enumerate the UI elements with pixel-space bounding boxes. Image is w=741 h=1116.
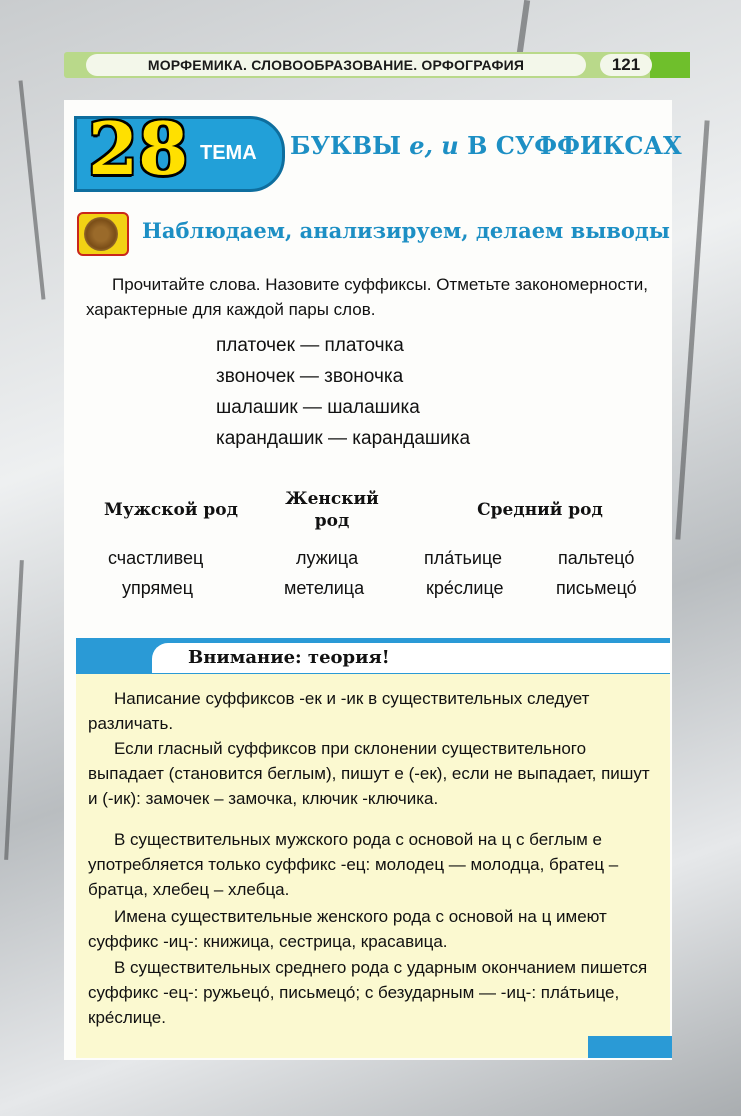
feminine-heading: Женский род: [285, 489, 379, 531]
bottom-tab: [588, 1036, 672, 1058]
theory-title: Внимание: теория!: [188, 647, 390, 668]
masculine-heading: Мужской род: [104, 500, 238, 520]
background-branch: [4, 560, 24, 860]
observation-icon: [77, 212, 129, 256]
background-branch: [675, 120, 709, 539]
topic-number: 28: [88, 106, 189, 191]
neuter-heading: Средний род: [477, 500, 603, 520]
word-item: письмецо́: [556, 578, 637, 598]
word-item: лужица: [296, 548, 359, 568]
background-branch: [19, 80, 46, 299]
word-item: пальтецо́: [558, 548, 635, 568]
word-pairs: [216, 330, 470, 454]
exercise-text: Прочитайте слова. Назовите суффиксы. Отметьте закономерности, характерные для каждой пары слов.: [86, 275, 648, 319]
topic-word: ТЕМА: [200, 142, 257, 164]
theory-paragraph: В существительных мужского рода с основой на ц с беглым е употребляется только суффикс -ец: молодец — молодца, братец – братца, хлебец – хлебца.: [88, 830, 619, 899]
word-item: счастливец: [108, 548, 204, 568]
word-item: метелица: [284, 578, 365, 598]
word-item: кре́слице: [426, 578, 504, 598]
topic-title: БУКВЫ е, и В СУФФИКСАХ: [290, 131, 682, 160]
page-number: 121: [600, 54, 652, 76]
theory-paragraph: Имена существительные женского рода с основой на ц имеют суффикс -иц-: книжица, сестрица, красавица.: [88, 907, 607, 951]
theory-paragraph: Написание суффиксов -ек и -ик в существительных следует различать.: [88, 689, 590, 733]
theory-paragraph: Если гласный суффиксов при склонении существительного выпадает (становится беглым), пишут е (-ек), если не выпадает, пишут и (-ик): замочек – замочка, ключик -ключика.: [88, 739, 650, 808]
word-pair: звоночек — звоночка: [216, 366, 404, 387]
word-pair: шалашик — шалашика: [216, 397, 420, 418]
running-title: МОРФЕМИКА. СЛОВООБРАЗОВАНИЕ. ОРФОГРАФИЯ: [86, 54, 586, 76]
word-pair: карандашик — карандашика: [216, 428, 471, 449]
section-title: Наблюдаем, анализируем, делаем выводы: [142, 218, 670, 243]
theory-paragraph: В существительных среднего рода с ударным окончанием пишется суффикс -ец-: ружьецо́, письмецо́; с безударным — -иц-: пла́тьице, кре́слице.: [88, 958, 648, 1027]
word-pair: платочек — платочка: [216, 335, 404, 356]
word-item: упрямец: [122, 578, 193, 598]
word-item: пла́тьице: [424, 548, 503, 568]
